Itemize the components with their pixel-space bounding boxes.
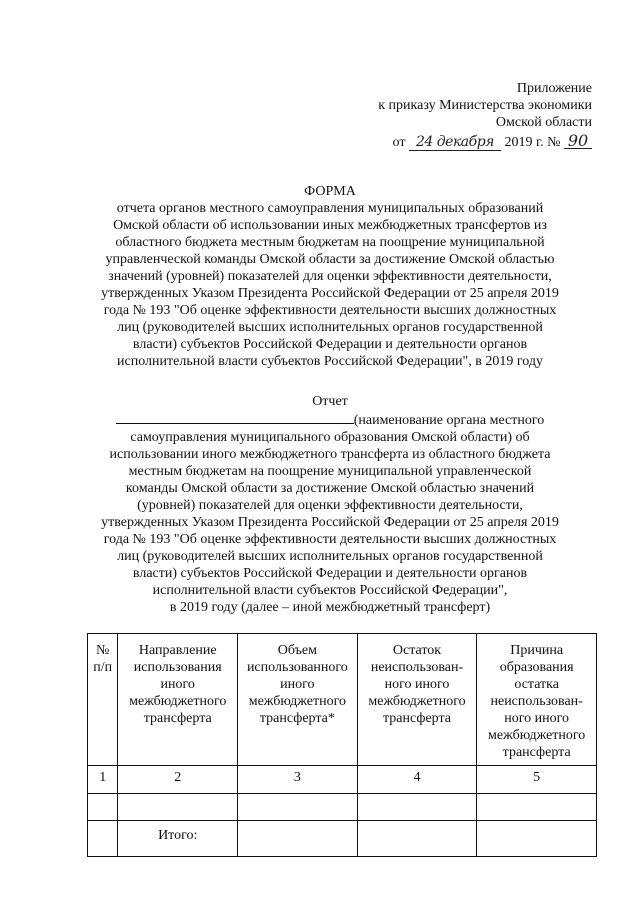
form-line: Омской области об использовании иных межбюджетных трансфертов из <box>113 218 547 233</box>
table-number-row <box>88 766 597 794</box>
table-cell <box>357 794 477 821</box>
handwritten-number: 90 <box>564 133 592 149</box>
report-line: в 2019 году (далее – иной межбюджетный трансферт) <box>169 600 491 615</box>
table-cell <box>357 821 477 857</box>
table-cell <box>88 794 118 821</box>
form-line: власти) субъектов Российской Федерации и деятельности органов <box>132 337 528 352</box>
report-line: утвержденных Указом Президента Российской Федерации от 25 апреля 2019 <box>101 515 559 530</box>
column-number: 2 <box>118 766 238 794</box>
report-line: команды Омской области за достижение Омской областью значений <box>125 481 535 496</box>
table-cell <box>477 794 597 821</box>
table-cell <box>238 821 358 857</box>
report-line: исполнительной власти субъектов Российской Федерации", <box>152 583 508 598</box>
form-line: управленческой команды Омской области за достижение Омской областью <box>105 252 555 267</box>
appendix-header <box>292 80 592 151</box>
report-title: Отчет <box>312 394 348 409</box>
table-header-row <box>88 634 597 766</box>
column-number: 3 <box>238 766 358 794</box>
table-total-row <box>88 821 597 857</box>
table-cell <box>88 821 118 857</box>
form-line: отчета органов местного самоуправления муниципальных образований <box>116 201 544 216</box>
column-number: 4 <box>357 766 477 794</box>
handwritten-date: 24 декабря <box>409 135 501 151</box>
header-cell-direction: Направление использования иного межбюджетного трансферта <box>118 634 238 766</box>
column-number: 5 <box>477 766 597 794</box>
table-cell <box>238 794 358 821</box>
table-cell <box>118 794 238 821</box>
appendix-date-line <box>292 133 592 151</box>
report-line: самоуправления муниципального образования Омской области) об <box>130 430 530 445</box>
form-line: значений (уровней) показателей для оценки эффективности деятельности, <box>108 269 552 284</box>
report-line: местным бюджетам на поощрение муниципальной управленческой <box>128 464 532 479</box>
year-text: 2019 г. № <box>504 135 561 150</box>
form-line: лиц (руководителей высших исполнительных органов государственной <box>117 320 543 335</box>
organ-name-blank <box>116 410 354 424</box>
form-line: исполнительной власти субъектов Российской Федерации", в 2019 году <box>117 354 543 369</box>
header-cell-volume: Объем использованного иного межбюджетного трансферта* <box>238 634 358 766</box>
date-prefix: от <box>392 135 406 150</box>
report-first-line-suffix: (наименование органа местного <box>353 413 545 428</box>
form-line: утвержденных Указом Президента Российской Федерации от 25 апреля 2019 <box>101 286 559 301</box>
header-cell-reason: Причина образования остатка неиспользован- ного иного межбюджетного трансферта <box>477 634 597 766</box>
report-line: (уровней) показателей для оценки эффективности деятельности, <box>137 498 523 513</box>
report-line: использовании иного межбюджетного трансферта из областного бюджета <box>109 447 551 462</box>
form-line: года № 193 "Об оценке эффективности деятельности высших должностных <box>103 303 557 318</box>
table-row <box>88 794 597 821</box>
report-line: года № 193 "Об оценке эффективности деятельности высших должностных <box>103 532 557 547</box>
report-line: власти) субъектов Российской Федерации и деятельности органов <box>132 566 528 581</box>
header-cell-remainder: Остаток неиспользован- ного иного межбюджетного трансферта <box>357 634 477 766</box>
report-table <box>87 633 597 857</box>
form-line: областного бюджета местным бюджетам на поощрение муниципальной <box>115 235 545 250</box>
appendix-line-1: Приложение <box>516 81 592 96</box>
form-title: ФОРМА <box>304 184 356 199</box>
header-cell-number: № п/п <box>88 634 118 766</box>
report-line: лиц (руководителей высших исполнительных органов государственной <box>117 549 543 564</box>
column-number: 1 <box>88 766 118 794</box>
form-block <box>95 183 565 370</box>
appendix-line-2: к приказу Министерства экономики <box>378 98 592 113</box>
appendix-line-3: Омской области <box>495 115 592 130</box>
total-label: Итого: <box>118 821 238 857</box>
table-cell <box>477 821 597 857</box>
report-first-line <box>95 410 565 429</box>
report-block <box>95 393 565 616</box>
